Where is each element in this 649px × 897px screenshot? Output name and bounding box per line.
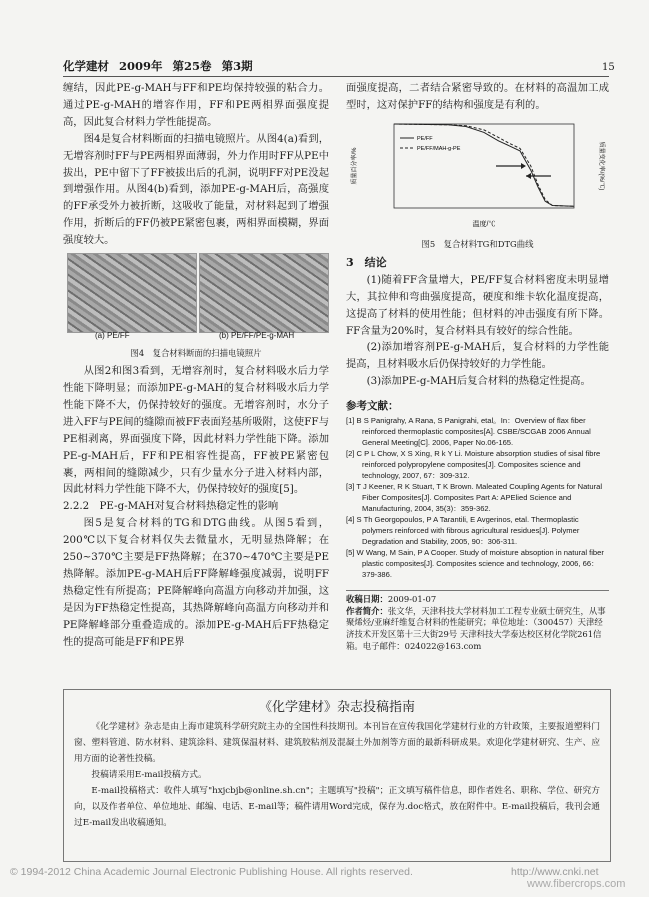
conclusion-item: (2)添加增容剂PE-g-MAH后，复合材料的力学性能提高，且材料吸水后仍保持较好的力学性能。 <box>346 341 609 371</box>
guide-paragraph: E-mail投稿格式：收件人填写"hxjcbjb@online.sh.cn"；主题填写"投稿"；正文填写稿件信息，即作者姓名、职称、学位、研究方向，以及作者单位、单位地址、邮编、电话、E-mail等；稿件请用Word完成，保存为.doc格式，放在附件中。E-mail投稿后，我刊会通过E-mail发出收稿通知。 <box>74 786 600 828</box>
running-header <box>63 58 259 74</box>
paragraph: 面强度提高，二者结合紧密导致的。在材料的高温加工成型时，这对保护FF的结构和强度是有利的。 <box>346 82 609 111</box>
paragraph: 图4是复合材料断面的扫描电镜照片。从图4(a)看到，无增容剂时FF与PE两相界面薄弱，外力作用时FF从PE中拔出，PE中留下了FF被拔出后的孔洞，说明FF对PE没起到增强作用。从图4(b)看到，添加PE-g-MAH后，高强度的FF承受外力被折断，这吸收了能量，对材料起到了增强作用，折断后的FF仍被PE紧密包裹，两相界面模糊，界面强度较大。 <box>63 132 329 247</box>
sem-image-a <box>67 253 197 333</box>
author-bio: 张文华，天津科技大学材料加工工程专业硕士研究生，从事聚烯烃/亚麻纤维复合材料的性能研究；单位地址：（300457）天津经济技术开发区第十三大街29号 天津科技大学泰达校区材化学院261信箱。电子邮件：024022@163.com <box>346 605 606 651</box>
figure-caption: 图4 复合材料断面的扫描电镜照片 <box>130 348 262 359</box>
reference-item: [5] W Wang, M Sain, P A Cooper. Study of moisture absoption in natural fiber plastic composites[J]. Composites science and technology, 2006, 66：379-386. <box>346 548 604 580</box>
conclusion-item: (3)添加PE-g-MAH后复合材料的热稳定性提高。 <box>366 375 591 388</box>
section-heading: 3 结论 <box>346 255 387 269</box>
conclusion-item: (1)随着FF含量增大，PE/FF复合材料密度未明显增大，其拉伸和弯曲强度提高，硬度和维卡软化温度提高，这提高了材料的使用性能；但材料的冲击强度有所下降。FF含量为20%时，复合材料具有较好的综合性能。 <box>346 273 609 337</box>
y-axis-label: 质量百分率/% <box>352 147 358 185</box>
figure-caption: 图5 复合材料TG和DTG曲线 <box>421 238 534 249</box>
tg-dtg-chart <box>346 114 609 232</box>
guide-paragraph: 投稿请采用E-mail投稿方式。 <box>91 770 207 780</box>
sem-label-b: (b) PE/FF/PE-g-MAH <box>219 331 295 341</box>
author-label: 作者简介： <box>346 605 388 616</box>
reference-item: [3] T J Keener, R K Stuart, T K Brown. Maleated Coupling Agents for Natural Fiber Composites[J]. Composites Part A: APElied Science and Manufacturing, 2004, 35(3)：359-362. <box>346 482 603 514</box>
guide-paragraph: 《化学建材》杂志是由上海市建筑科学研究院主办的全国性科技期刊。本刊旨在宣传我国化学建材行业的方针政策，主要报道塑料门窗、塑料管道、防水材料、建筑涂料、建筑保温材料、建筑胶粘剂及混凝土外加剂等方面的最新科研成果。欢迎化学建材研究、生产、应用方面的论著性投稿。 <box>74 722 600 764</box>
sem-image-b <box>199 253 329 333</box>
subsection-heading: 2.2.2 PE-g-MAH对复合材料热稳定性的影响 <box>63 500 279 513</box>
submission-guide-box <box>63 689 611 862</box>
guide-title: 《化学建材》杂志投稿指南 <box>258 699 415 714</box>
left-column <box>63 80 329 651</box>
reference-item: [2] C P L Chow, X S Xing, R k Y Li. Moisture absorption studies of sisal fibre reinforced polypropylene composites[J]. Composites science and technology, 2007, 67：309-312. <box>346 449 601 481</box>
received-label: 收稿日期： <box>346 594 388 605</box>
sem-label-a: (a) PE/FF <box>95 331 130 341</box>
right-column <box>346 80 609 652</box>
legend-label: PE/FF <box>417 135 433 142</box>
paragraph: 缠结，因此PE-g-MAH与FF和PE均保持较强的粘合力。通过PE-g-MAH的增容作用，FF和PE两相界面强度提高，因此复合材料力学性能提高。 <box>63 82 329 128</box>
received-date: 2009-01-07 <box>387 594 437 605</box>
x-axis-label: 温度/℃ <box>472 220 496 228</box>
reference-item: [1] B S Panigrahy, A Rana, S Panigrahi, etal。In：Overview of flax fiber reinforced thermoplastic composites[A]. CSBE/SCGAB 2006 Annual General Meeting[C]. 2006, Paper No.06-165. <box>346 416 591 448</box>
y2-axis-label: 质量变化率/(%/℃) <box>598 141 604 191</box>
copyright-notice: © 1994-2012 China Academic Journal Electronic Publishing House. All rights reserved. <box>10 866 413 878</box>
reference-item: [4] S Th Georgopoulos, P A Tarantili, E Avgerinos, etal. Thermoplastic polymers reinforced with fibrous agricultural residues[J]. Polymer Degradation and Stability, 2005, 90：306-311. <box>346 515 580 547</box>
issue: 第3期 <box>221 59 253 73</box>
sem-figure <box>63 253 329 345</box>
watermark: www.fibercrops.com <box>527 878 626 890</box>
article-note <box>346 590 609 652</box>
header-rule <box>63 76 609 77</box>
arrow-heads <box>521 163 531 179</box>
year: 2009年 <box>119 59 163 73</box>
volume: 第25卷 <box>172 59 212 73</box>
paragraph: 从图2和图3看到，无增容剂时，复合材料吸水后力学性能下降明显；而添加PE-g-MAH的复合材料吸水后力学性能下降不大，仍保持较好的强度。无增容剂时，水分子进入FF与PE间的缝隙而被FF表面羟基所吸附，这使FF与PE相剥离，界面强度下降，因此材料力学性能下降。添加PE-g-MAH后，FF和PE相容性提高，FF被PE紧密包裹，两相间的缝隙减少，只有少量水分子进入材料内部，因此材料力学性能下降不大，仍保持较好的强度[5]。 <box>63 365 329 496</box>
cnki-link[interactable]: http://www.cnki.net <box>511 866 599 878</box>
paragraph: 图5是复合材料的TG和DTG曲线。从图5看到，200℃以下复合材料仅失去微量水，无明显热降解；在250~370℃主要是FF热降解；在370~470℃主要是PE热降解。添加PE-g-MAH后FF降解峰强度减弱，说明FF热稳定性有所提高；PE降解峰向高温方向移动并加强，这是因为FF热稳定性提高，其热降解峰向高温方向移动并和PE降解峰部分重叠造成的。添加PE-g-MAH后FF热稳定性的提高可能是FF和PE界 <box>63 517 329 648</box>
journal-name: 化学建材 <box>63 59 109 73</box>
page-number: 15 <box>602 62 615 73</box>
legend-label: PE/FF/MAH-g-PE <box>417 145 461 152</box>
references-title: 参考文献： <box>346 400 399 413</box>
